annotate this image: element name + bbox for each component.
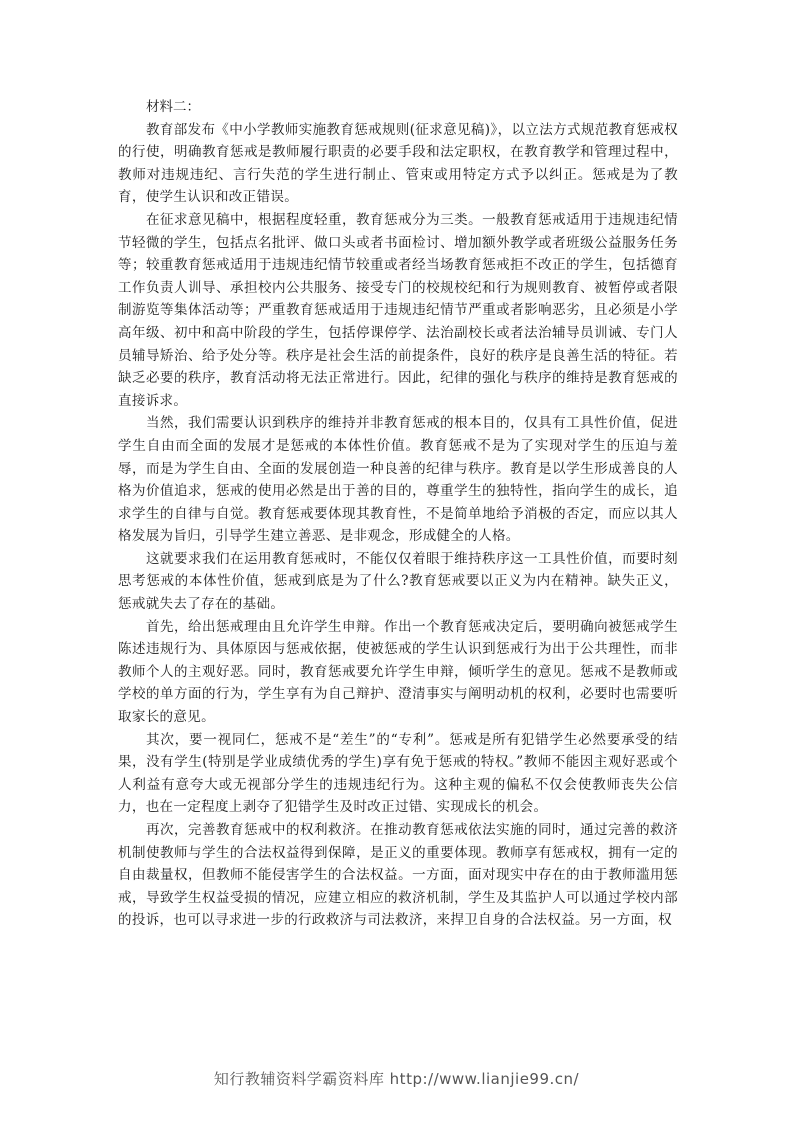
paragraph-6: 其次，要一视同仁，惩戒不是“差生”的“专利”。惩戒是所有犯错学生必然要承受的结果，没有学生(特别是学业成绩优秀的学生)享有免于惩戒的特权。”教师不能因主观好恶或个人利益有意夸大或无视部分学生的违规违纪行为。这种主观的偏私不仅会使教师丧失公信力，也在一定程度上剥夺了犯错学生及时改正过错、实现成长的机会。 [118,731,678,816]
paragraph-2: 在征求意见稿中，根据程度轻重，教育惩戒分为三类。一般教育惩戒适用于违规违纪情节轻微的学生，包括点名批评、做口头或者书面检讨、增加额外教学或者班级公益服务任务等；较重教育惩戒适用于违规违纪情节较重或者经当场教育惩戒拒不改正的学生，包括德育工作负责人训导、承担校内公共服务、接受专门的校规校纪和行为规则教育、被暂停或者限制游览等集体活动等；严重教育惩戒适用于违规违纪情节严重或者影响恶劣，且必须是小学高年级、初中和高中阶段的学生，包括停课停学、法治副校长或者法治辅导员训诫、专门人员辅导矫治、给予处分等。秩序是社会生活的前提条件，良好的秩序是良善生活的特征。若缺乏必要的秩序，教育活动将无法正常进行。因此，纪律的强化与秩序的维持是教育惩戒的直接诉求。 [118,211,678,409]
paragraph-3: 当然，我们需要认识到秩序的维持并非教育惩戒的根本目的，仅具有工具性价值，促进学生自由而全面的发展才是惩戒的本体性价值。教育惩戒不是为了实现对学生的压迫与羞辱，而是为学生自由、全面的发展创造一种良善的纪律与秩序。教育是以学生形成善良的人格为价值追求，惩戒的使用必然是出于善的目的，尊重学生的独特性，指向学生的成长，追求学生的自律与自觉。教育惩戒要体现其教育性，不是简单地给予消极的否定，而应以其人格发展为旨归，引导学生建立善恶、是非观念，形成健全的人格。 [118,415,678,545]
paragraph-5: 首先，给出惩戒理由且允许学生申辩。作出一个教育惩戒决定后，要明确向被惩戒学生陈述违规行为、具体原因与惩戒依据，使被惩戒的学生认识到惩戒行为出于公共理性，而非教师个人的主观好恶。同时，教育惩戒要允许学生申辩，倾听学生的意见。惩戒不是教师或学校的单方面的行为，学生享有为自己辩护、澄清事实与阐明动机的权利，必要时也需要听取家长的意见。 [118,618,678,726]
footer-watermark: 知行教辅资料学霸资料库 http://www.lianjie99.cn/ [213,1070,580,1088]
paragraph-1: 教育部发布《中小学教师实施教育惩戒规则(征求意见稿)》，以立法方式规范教育惩戒权的行使，明确教育惩戒是教师履行职责的必要手段和法定职权，在教育教学和管理过程中，教师对违规违纪、言行失范的学生进行制止、管束或用特定方式予以纠正。惩戒是为了教育，使学生认识和改正错误。 [118,121,678,206]
document-body [118,96,678,932]
paragraph-7: 再次，完善教育惩戒中的权利救济。在推动教育惩戒依法实施的同时，通过完善的救济机制使教师与学生的合法权益得到保障，是正义的重要体现。教师享有惩戒权，拥有一定的自由裁量权，但教师不能侵害学生的合法权益。一方面，面对现实中存在的由于教师滥用惩戒，导致学生权益受损的情况，应建立相应的救济机制，学生及其监护人可以通过学校内部的投诉，也可以寻求进一步的行政救济与司法救济，来捍卫自身的合法权益。另一方面，权 [118,822,678,929]
section-heading: 材料二： [146,99,200,115]
paragraph-4: 这就要求我们在运用教育惩戒时，不能仅仅着眼于维持秩序这一工具性价值，而要时刻思考惩戒的本体性价值，惩戒到底是为了什么?教育惩戒要以正义为内在精神。缺失正义，惩戒就失去了存在的基础。 [118,550,678,613]
